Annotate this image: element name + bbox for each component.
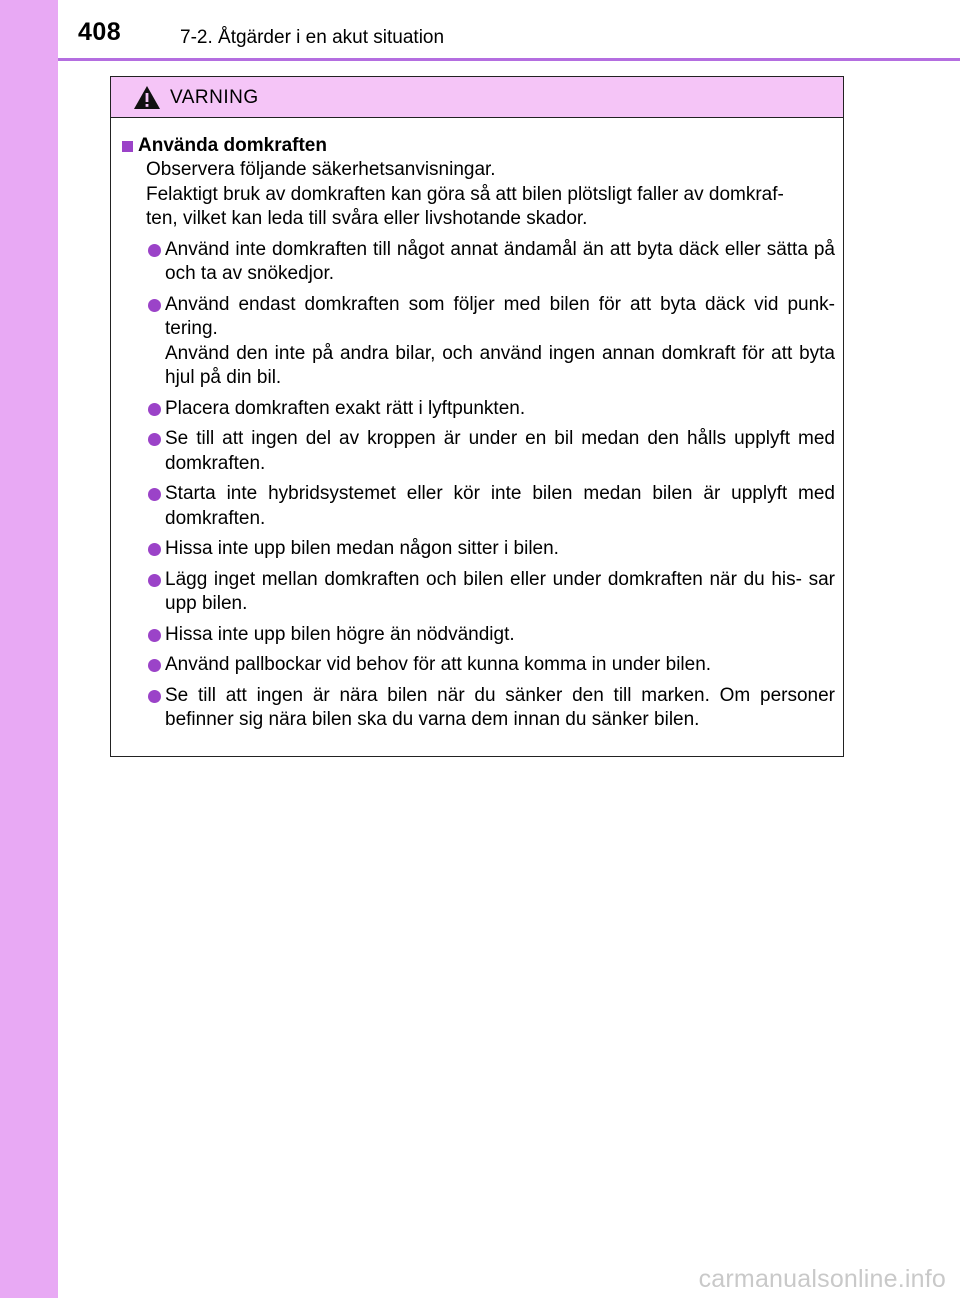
bullet-dot-icon (148, 543, 161, 556)
section-title: 7-2. Åtgärder i en akut situation (180, 27, 445, 48)
list-item (121, 568, 835, 617)
list-item (121, 238, 835, 287)
list-item-text: Använd inte domkraften till något annat ändamål än att byta däck eller sätta på och ta av snökedjor. (165, 238, 835, 284)
list-item (121, 293, 835, 391)
bullet-dot-icon (148, 244, 161, 257)
list-item-text: Se till att ingen del av kroppen är under en bil medan den hålls upplyft med domkraften. (165, 428, 835, 474)
intro-line: Observera följande säkerhetsanvisningar. (146, 159, 496, 180)
warning-title: VARNING (170, 87, 259, 108)
bullet-dot-icon (148, 629, 161, 642)
bullet-dot-icon (148, 403, 161, 416)
bullet-list (121, 238, 835, 733)
intro-line: Felaktigt bruk av domkraften kan göra så att bilen plötsligt faller av domkraf- (146, 183, 784, 205)
square-bullet-icon (122, 141, 133, 152)
list-item (121, 427, 835, 476)
list-item-text: Lägg inget mellan domkraften och bilen eller under domkraften när du his- sar upp bilen. (165, 568, 835, 614)
list-item (121, 537, 835, 562)
header-rule (58, 58, 960, 61)
list-item-text: Hissa inte upp bilen medan någon sitter i bilen. (165, 538, 559, 559)
list-item-text: Starta inte hybridsystemet eller kör inte bilen medan bilen är upplyft med domkraften. (165, 483, 835, 529)
bullet-dot-icon (148, 299, 161, 312)
side-tab-strip (0, 0, 58, 1298)
bullet-dot-icon (148, 690, 161, 703)
list-item-text: Se till att ingen är nära bilen när du sänker den till marken. Om personer befinner sig nära bilen ska du varna dem innan du sänker bilen. (165, 684, 835, 730)
warning-header (111, 77, 843, 118)
bullet-dot-icon (148, 574, 161, 587)
bullet-dot-icon (148, 659, 161, 672)
warning-box (110, 76, 844, 757)
warning-body (111, 118, 843, 733)
list-item-text: Hissa inte upp bilen högre än nödvändigt. (165, 623, 515, 645)
list-item-text-continued: Använd den inte på andra bilar, och använd ingen annan domkraft för att byta hjul på din bil. (165, 342, 835, 388)
list-item (121, 482, 835, 531)
list-item (121, 684, 835, 733)
intro-line: ten, vilket kan leda till svåra eller livshotande skador. (146, 208, 588, 229)
subheading-text: Använda domkraften (138, 135, 327, 156)
list-item (121, 623, 835, 648)
subheading (121, 134, 835, 158)
page-number: 408 (78, 18, 122, 46)
warning-triangle-icon (133, 85, 161, 110)
bullet-dot-icon (148, 433, 161, 446)
list-item-text: Använd pallbockar vid behov för att kunna komma in under bilen. (165, 654, 712, 675)
list-item (121, 397, 835, 422)
watermark: carmanualsonline.info (698, 1265, 946, 1293)
list-item-text: Använd endast domkraften som följer med bilen för att byta däck vid punk- tering. (165, 293, 835, 339)
list-item-text: Placera domkraften exakt rätt i lyftpunkten. (165, 397, 526, 419)
bullet-dot-icon (148, 488, 161, 501)
list-item (121, 653, 835, 678)
